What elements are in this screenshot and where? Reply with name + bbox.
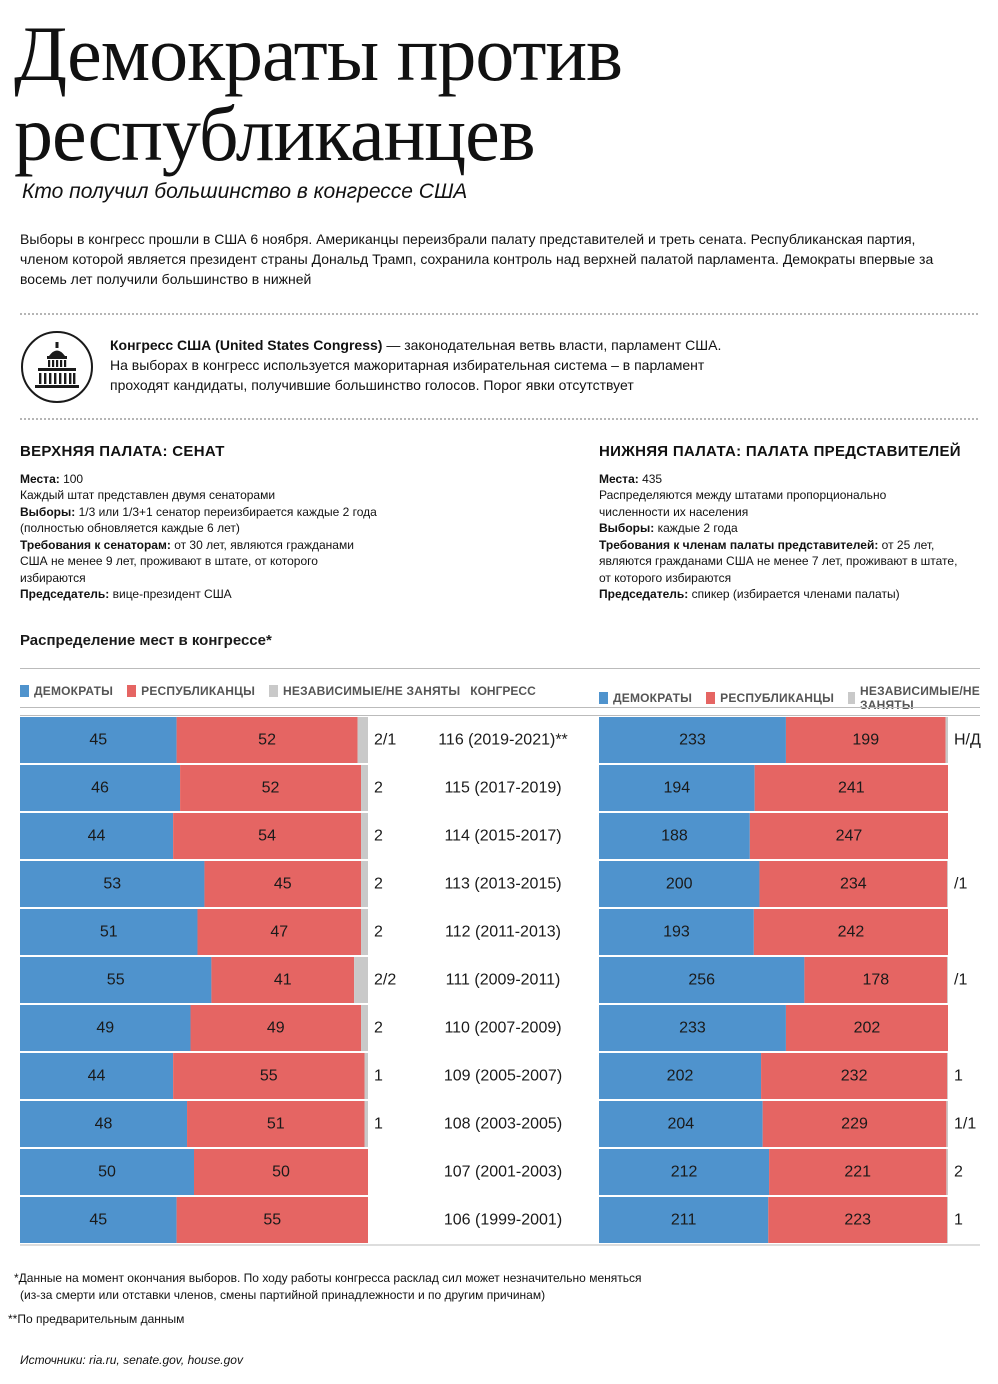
capitol-icon — [20, 330, 94, 404]
senate-heading: ВЕРХНЯЯ ПАЛАТА: СЕНАТ — [20, 443, 225, 460]
rep-swatch — [127, 685, 136, 697]
senate-rep-label: 51 — [266, 1115, 285, 1133]
senate-ind-label: 2/1 — [374, 731, 397, 749]
senate-ind-bar — [361, 813, 368, 859]
footnote-1-line-2: (из-за смерти или отставки членов, смены партийной принадлежности и по другим причинам) — [20, 1288, 546, 1302]
senate-seats-label: Места: — [20, 471, 60, 486]
title-line-2: республиканцев — [14, 90, 535, 177]
house-ind-bar — [947, 1197, 948, 1243]
house-ind-bar — [947, 861, 948, 907]
house-dem-label: 211 — [670, 1211, 697, 1229]
house-ind-bar — [946, 717, 948, 763]
senate-elections-note: (полностью обновляется каждые 6 лет) — [20, 521, 240, 535]
legend-ind: НЕЗАВИСИМЫЕ/НЕ ЗАНЯТЫ — [283, 684, 461, 698]
dem-swatch — [20, 685, 29, 697]
rep-swatch — [706, 692, 715, 704]
senate-ind-label: 1 — [374, 1067, 383, 1085]
senate-dem-label: 45 — [89, 1211, 108, 1229]
house-elections-label: Выборы: — [599, 521, 655, 535]
senate-rep-label: 52 — [258, 731, 276, 749]
house-rep-label: 202 — [853, 1019, 881, 1037]
senate-elections-value: 1/3 или 1/3+1 сенатор переизбирается каждые 2 года — [75, 504, 377, 519]
senate-chair-value: вице-президент США — [109, 587, 232, 601]
legend-dem: ДЕМОКРАТЫ — [34, 684, 114, 698]
legend-congress: КОНГРЕСС — [470, 684, 536, 698]
senate-seats-note: Каждый штат представлен двумя сенаторами — [20, 488, 276, 502]
ind-swatch — [269, 685, 278, 697]
congress-label: 110 (2007-2009) — [444, 1019, 562, 1037]
senate-dem-label: 53 — [103, 875, 122, 893]
senate-ind-bar — [361, 861, 368, 907]
congress-label: 111 (2009-2011) — [445, 971, 561, 989]
senate-ind-bar — [361, 1005, 368, 1051]
senate-ind-bar — [358, 717, 368, 763]
intro-text: Выборы в конгресс прошли в США 6 ноября. Американцы переизбрали палату представителей и треть сената. Республиканская партия, членом которой является президент страны Дональд Трамп, сохранила контроль над верхней палатой парламента. Демократы впервые за восемь лет получили большинство в нижней — [20, 231, 934, 287]
senate-ind-bar — [361, 909, 368, 955]
subtitle: Кто получил большинство в конгрессе США — [22, 180, 468, 203]
house-rep-label: 223 — [844, 1211, 872, 1229]
dem-swatch — [599, 692, 608, 704]
senate-ind-label: 1 — [374, 1115, 383, 1133]
senate-ind-label: 2 — [374, 827, 383, 845]
congress-label: 115 (2017-2019) — [444, 779, 562, 797]
senate-chair-label: Председатель: — [20, 587, 110, 601]
senate-seats-value: 100 — [59, 471, 84, 486]
house-dem-label: 256 — [688, 971, 716, 989]
house-dem-label: 233 — [679, 731, 706, 749]
legend-rep: РЕСПУБЛИКАНЦЫ — [141, 684, 256, 698]
house-rep-label: 234 — [839, 875, 867, 893]
senate-legend — [20, 684, 474, 698]
senate-elections-label: Выборы: — [20, 504, 76, 519]
house-dem-label: 233 — [679, 1019, 706, 1037]
house-ind-label: 1 — [954, 1067, 963, 1085]
congress-label: 113 (2013-2015) — [444, 875, 562, 893]
congress-label: 116 (2019-2021)** — [438, 731, 568, 749]
ind-swatch — [848, 692, 855, 704]
senate-dem-label: 44 — [87, 827, 106, 845]
congress-label: 114 (2015-2017) — [444, 827, 562, 845]
senate-req-value: от 30 лет, являются гражданами США не менее 9 лет, проживают в штате, от которого избираются — [20, 537, 354, 585]
senate-dem-label: 55 — [106, 971, 125, 989]
senate-ind-label: 2 — [374, 923, 383, 941]
house-rep-label: 241 — [837, 779, 865, 797]
rule-legend — [20, 707, 980, 708]
house-dem-label: 193 — [663, 923, 690, 941]
house-ind-label: 1 — [954, 1211, 963, 1229]
senate-rep-label: 52 — [261, 779, 280, 797]
house-rep-label: 178 — [862, 971, 890, 989]
seat-distribution-chart — [0, 715, 998, 1255]
senate-rep-label: 45 — [273, 875, 292, 893]
house-info — [599, 444, 979, 603]
legend-ind: НЕЗАВИСИМЫЕ/НЕ ЗАНЯТЫ — [860, 684, 981, 712]
house-ind-bar — [947, 957, 948, 1003]
house-chair-value: спикер (избирается членами палаты) — [688, 587, 900, 601]
house-rep-label: 221 — [844, 1163, 872, 1181]
distribution-title: Распределение мест в конгрессе* — [20, 632, 272, 649]
senate-ind-label: 2/2 — [374, 971, 397, 989]
house-ind-label: Н/Д — [954, 731, 981, 749]
house-dem-label: 194 — [663, 779, 691, 797]
house-chair-label: Председатель: — [599, 587, 689, 601]
house-ind-label: 2 — [954, 1163, 963, 1181]
congress-label: 108 (2003-2005) — [443, 1115, 563, 1133]
senate-dem-label: 51 — [99, 923, 118, 941]
senate-dem-label: 45 — [89, 731, 108, 749]
house-seats-value: 435 — [638, 471, 663, 486]
senate-rep-label: 49 — [266, 1019, 285, 1037]
house-dem-label: 204 — [667, 1115, 695, 1133]
footnote-2: **По предварительным данным — [8, 1312, 185, 1326]
senate-ind-bar — [354, 957, 368, 1003]
house-rep-label: 247 — [835, 827, 863, 845]
senate-ind-bar — [365, 1101, 368, 1147]
page-title — [14, 10, 974, 177]
congress-label: 107 (2001-2003) — [443, 1163, 563, 1181]
congress-label: 106 (1999-2001) — [443, 1211, 563, 1229]
senate-dem-label: 44 — [87, 1067, 106, 1085]
senate-dem-label: 48 — [94, 1115, 113, 1133]
house-req-value: от 25 лет, являются гражданами США не менее 7 лет, проживают в штате, от которого избираются — [599, 537, 958, 585]
house-rep-label: 232 — [840, 1067, 868, 1085]
senate-rep-label: 54 — [258, 827, 276, 845]
house-ind-bar — [946, 1101, 948, 1147]
congress-line-2: На выборах в конгресс используется мажоритарная избирательная система – в парламент проходят кандидаты, получившие большинство голосов. Порог явки отсутствует — [110, 357, 705, 393]
senate-dem-label: 46 — [91, 779, 109, 797]
divider — [20, 418, 978, 420]
senate-ind-bar — [365, 1053, 368, 1099]
senate-dem-label: 49 — [96, 1019, 115, 1037]
footnote-1 — [14, 1270, 642, 1304]
house-ind-bar — [947, 1053, 948, 1099]
house-rep-label: 242 — [837, 923, 865, 941]
legend-dem: ДЕМОКРАТЫ — [613, 691, 693, 705]
senate-rep-label: 50 — [272, 1163, 290, 1181]
house-dem-label: 202 — [666, 1067, 694, 1085]
footnote-1-line-1: *Данные на момент окончания выборов. По ходу работы конгресса расклад сил может незначительно меняться — [14, 1271, 642, 1285]
house-ind-bar — [946, 1149, 948, 1195]
senate-rep-label: 41 — [273, 971, 292, 989]
house-heading: НИЖНЯЯ ПАЛАТА: ПАЛАТА ПРЕДСТАВИТЕЛЕЙ — [599, 443, 961, 460]
senate-rep-label: 47 — [270, 923, 289, 941]
house-ind-label: /1 — [954, 875, 968, 893]
sources: Источники: ria.ru, senate.gov, house.gov — [20, 1353, 243, 1367]
senate-req-label: Требования к сенаторам: — [20, 537, 171, 552]
congress-label: 112 (2011-2013) — [445, 923, 561, 941]
congress-label: 109 (2005-2007) — [443, 1067, 563, 1085]
senate-dem-label: 50 — [98, 1163, 116, 1181]
house-dem-label: 212 — [670, 1163, 698, 1181]
title-line-1: Демократы против — [14, 10, 622, 97]
congress-line-1: — законодательная ветвь власти, парламент США. — [382, 337, 722, 353]
house-dem-label: 188 — [661, 827, 688, 845]
senate-info — [20, 444, 395, 603]
house-elections-value: каждые 2 года — [654, 521, 738, 535]
house-dem-label: 200 — [665, 875, 693, 893]
senate-ind-bar — [361, 765, 368, 811]
house-ind-label: /1 — [954, 971, 968, 989]
house-req-label: Требования к членам палаты представителей: — [599, 537, 879, 552]
senate-ind-label: 2 — [374, 1019, 383, 1037]
legend-rep: РЕСПУБЛИКАНЦЫ — [720, 691, 835, 705]
senate-rep-label: 55 — [259, 1067, 278, 1085]
rule-top — [20, 668, 980, 669]
house-rep-label: 199 — [852, 731, 880, 749]
house-seats-label: Места: — [599, 471, 639, 486]
divider — [20, 313, 978, 315]
senate-ind-label: 2 — [374, 875, 383, 893]
congress-name: Конгресс США (United States Congress) — [110, 337, 383, 353]
senate-ind-label: 2 — [374, 779, 383, 797]
senate-rep-label: 55 — [263, 1211, 282, 1229]
house-ind-label: 1/1 — [954, 1115, 977, 1133]
house-seats-note: Распределяются между штатами пропорционально численности их населения — [599, 488, 887, 519]
house-rep-label: 229 — [841, 1115, 868, 1133]
congress-description — [110, 335, 750, 395]
